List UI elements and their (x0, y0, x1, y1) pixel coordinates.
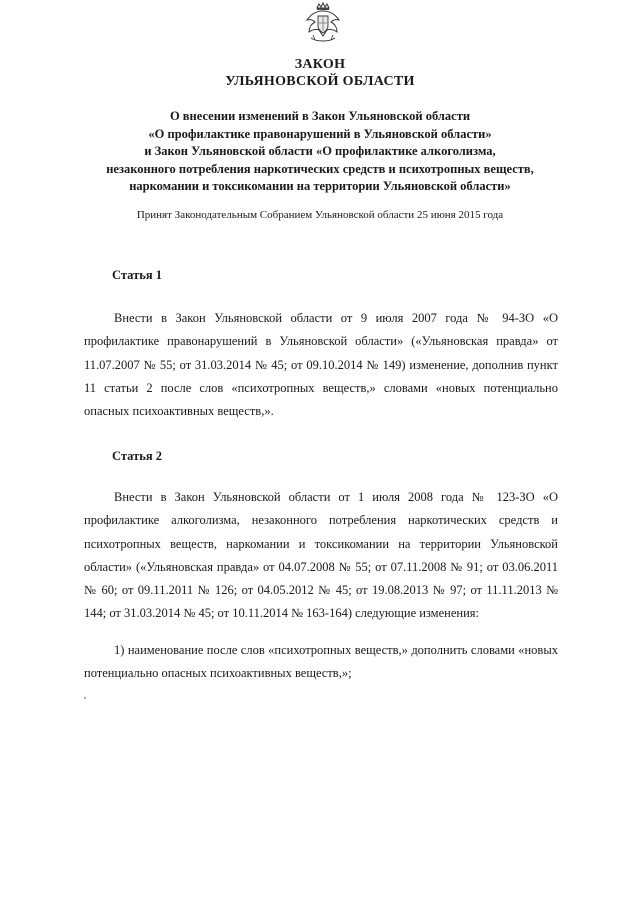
coat-of-arms-icon (303, 2, 343, 44)
law-title (0, 56, 640, 90)
subject-line3: и Закон Ульяновской области «О профилактике алкоголизма, (144, 144, 496, 158)
law-title-line2: УЛЬЯНОВСКОЙ ОБЛАСТИ (225, 74, 415, 89)
article-2-item-1: 1) наименование после слов «психотропных веществ,» дополнить словами «новых потенциально опасных психоактивных веществ,»; (84, 643, 558, 681)
article-2-text: Внести в Закон Ульяновской области от 1 июля 2008 года № 123-ЗО «О профилактике алкоголизма, незаконного потребления наркотических средств и психотропных веществ, наркомании и токсикомании на территории Ульяновской области» («Ульяновская правда» от 04.07.2008 № 55; от 07.11.2008 № 91; от 03.06.2011 № 60; от 09.11.2011 № 126; от 04.05.2012 № 45; от 19.08.2013 № 97; от 11.11.2013 № 144; от 31.03.2014 № 45; от 10.11.2014 № 163-164) следующие изменения: (84, 490, 558, 621)
article-2-heading: Статья 2 (112, 449, 162, 463)
subject-line1: О внесении изменений в Закон Ульяновской области (169, 109, 471, 123)
subject-line4: незаконного потребления наркотических средств и психотропных веществ, (106, 161, 534, 176)
subject-line5: наркомании и токсикомании на территории Ульяновской области» (129, 179, 511, 193)
article-1-heading: Статья 1 (112, 268, 162, 282)
law-title-line1: ЗАКОН (294, 57, 346, 72)
article-1-text: Внести в Закон Ульяновской области от 9 июля 2007 года № 94-ЗО «О профилактике правонарушений в Ульяновской области» («Ульяновская правда» от 11.07.2007 № 55; от 31.03.2014 № 45; от 09.10.2014 № 149) изменение, дополнив пункт 11 статьи 2 после слов «психотропных веществ,» словами «новых потенциально опасных психоактивных веществ,». (84, 311, 558, 419)
law-subject (60, 108, 580, 196)
adoption-statement: Принят Законодательным Собранием Ульяновской области 25 июня 2015 года (136, 209, 504, 221)
scan-speck (84, 697, 86, 699)
subject-line2: «О профилактике правонарушений в Ульяновской области» (148, 126, 492, 141)
